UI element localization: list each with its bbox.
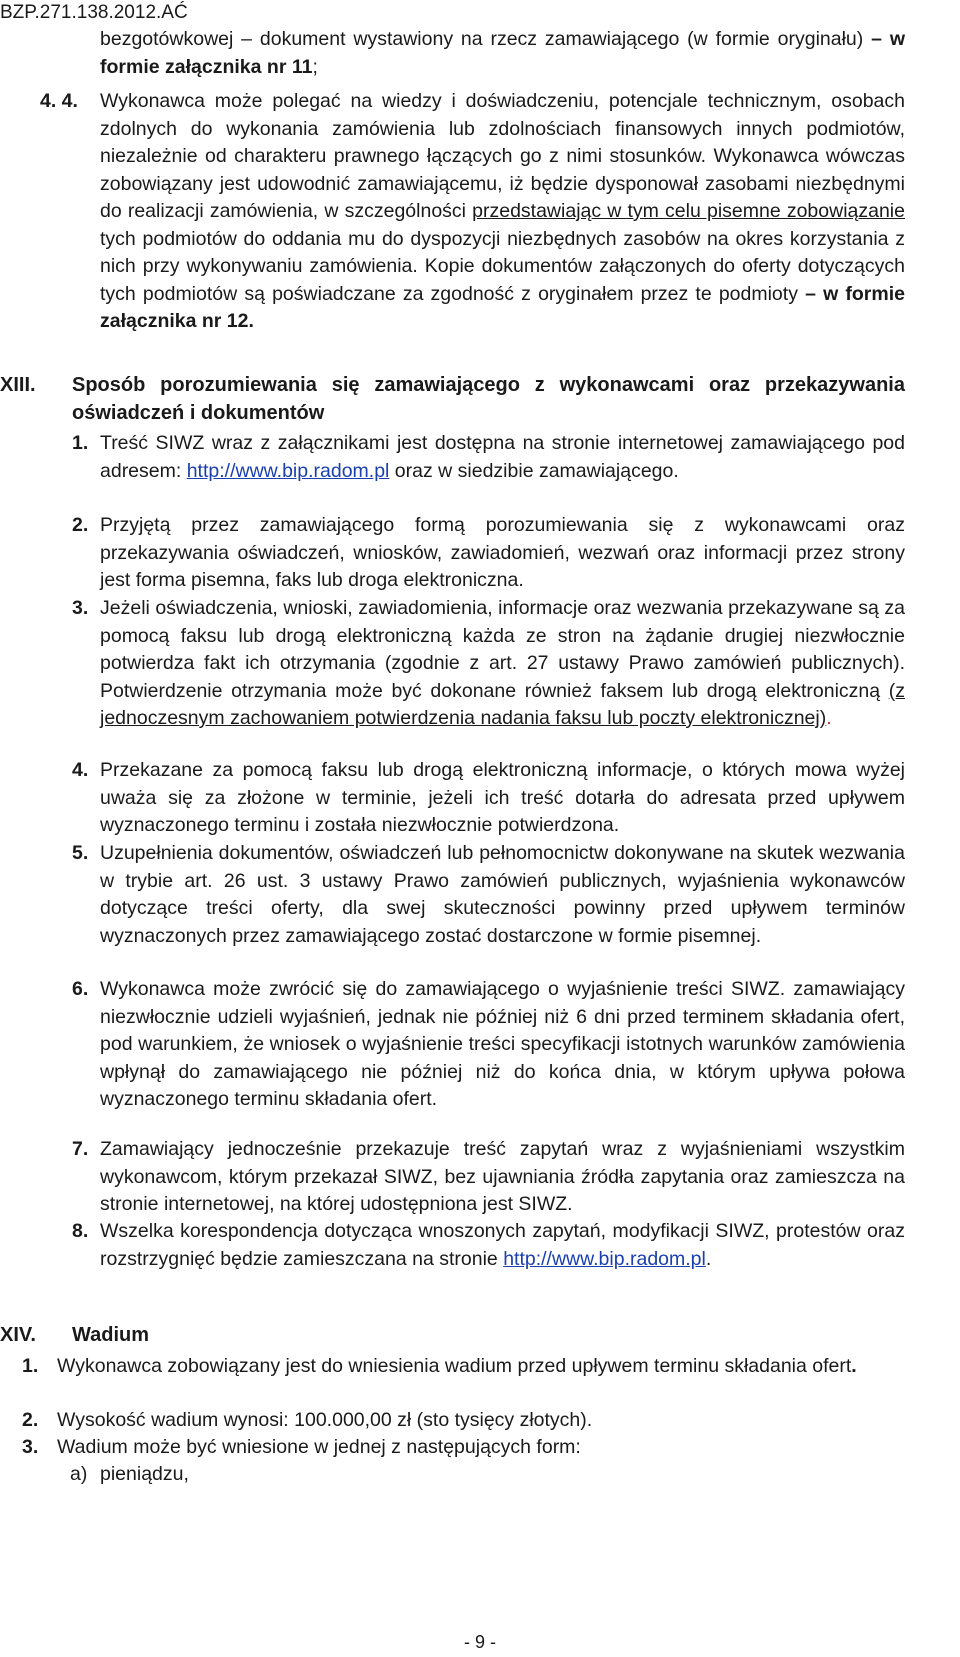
section-number: XIV. [0, 1324, 36, 1346]
bip-link[interactable]: http://www.bip.radom.pl [186, 459, 390, 482]
list-item: Przekazane za pomocą faksu lub drogą elektroniczną informacje, o których mowa wyżej uważa się za złożone w terminie, jeżeli ich treść dotarła do adresata przed upływem wyznaczonego terminu i została niezwłocznie potwierdzona. [100, 759, 905, 836]
paragraph-4-4 [100, 88, 905, 336]
list-item: Treść SIWZ wraz z załącznikami jest dostępna na stronie internetowej zamawiającego pod adresem: http://www.bip.radom.pl oraz w siedzibie zamawiającego. [100, 432, 905, 482]
list-item: Wykonawca zobowiązany jest do wniesienia wadium przed upływem terminu składania ofert. [57, 1355, 857, 1377]
attachment-reference: – w formie załącznika nr 11 [100, 28, 905, 78]
item-number: 1. [72, 432, 89, 454]
item-number: 3. [72, 597, 89, 619]
underlined-text: przedstawiając w tym celu pisemne zobowiązanie [472, 200, 905, 222]
section-title: Sposób porozumiewania się zamawiającego z wykonawcami oraz przekazywania oświadczeń i dokumentów [72, 374, 905, 424]
list-item: Uzupełnienia dokumentów, oświadczeń lub pełnomocnictw dokonywane na skutek wezwania w trybie art. 26 ust. 3 ustawy Prawo zamówień publicznych, wyjaśnienia wykonawców dotyczące treści oferty, dla swej skuteczności powinny przed upływem terminów wyznaczonych przez zamawiającego zostać dostarczone w formie pisemnej. [100, 842, 905, 947]
paragraph-text: Wykonawca może polegać na wiedzy i doświadczeniu, potencjale technicznym, osobach zdolnych do wykonania zamówienia lub zdolnościach finansowych innych podmiotów, niezależnie od charakteru prawnego łączących go z nimi stosunków. Wykonawca wówczas zobowiązany jest udowodnić zamawiającemu, iż będzie dysponował zasobami niezbędnymi do realizacji zamówienia, w szczególności [100, 90, 905, 222]
list-item: Wadium może być wniesione w jednej z następujących form: [57, 1436, 581, 1458]
document-reference: BZP.271.138.2012.AĆ [0, 2, 188, 23]
item-number: 7. [72, 1138, 89, 1160]
item-number: 2. [72, 514, 89, 536]
sub-item-marker: a) [70, 1463, 88, 1485]
item-number: 2. [22, 1409, 39, 1431]
list-item: Wysokość wadium wynosi: 100.000,00 zł (sto tysięcy złotych). [57, 1409, 593, 1431]
list-item: Zamawiający jednocześnie przekazuje treść zapytań wraz z wyjaśnieniami wszystkim wykonawcom, którym przekazał SIWZ, bez ujawniania źródła zapytania oraz zamieszcza na stronie internetowej, na której udostępniona jest SIWZ. [100, 1138, 905, 1215]
continuation-end: ; [312, 55, 318, 78]
list-item: Wszelka korespondencja dotycząca wnoszonych zapytań, modyfikacji SIWZ, protestów oraz rozstrzygnięć będzie zamieszczana na stronie http://www.bip.radom.pl. [100, 1220, 905, 1270]
list-item: Przyjętą przez zamawiającego formą porozumiewania się z wykonawcami oraz przekazywania oświadczeń, wniosków, zawiadomień, wezwań oraz informacji przez strony jest forma pisemna, faks lub droga elektroniczna. [100, 514, 905, 591]
section-number: XIII. [0, 374, 36, 396]
underlined-text: (z jednoczesnym zachowaniem potwierdzenia nadania faksu lub poczty elektronicznej) [100, 679, 905, 729]
item-number: 6. [72, 978, 89, 1000]
bip-link[interactable]: http://www.bip.radom.pl [503, 1247, 706, 1270]
sub-item: pieniądzu, [100, 1463, 189, 1485]
item-number: 5. [72, 842, 89, 864]
item-number: 3. [22, 1436, 39, 1458]
attachment-reference: – w formie załącznika nr 12. [100, 282, 905, 332]
item-number: 1. [22, 1355, 39, 1377]
continuation-text: bezgotówkowej – dokument wystawiony na rzecz zamawiającego (w formie oryginału) [100, 28, 872, 50]
section-title: Wadium [72, 1324, 150, 1346]
page-number: - 9 - [463, 1632, 496, 1652]
item-number: 4. [72, 759, 89, 781]
paragraph-number: 4. 4. [40, 90, 78, 112]
list-item: Wykonawca może zwrócić się do zamawiającego o wyjaśnienie treści SIWZ. zamawiający niezwłocznie udzieli wyjaśnień, jednak nie później niż 6 dni przed terminem składania ofert, pod warunkiem, że wniosek o wyjaśnienie treści specyfikacji istotnych warunków zamówienia wpłynął do zamawiającego nie później niż do końca dnia, w którym upływa połowa wyznaczonego terminu składania ofert. [100, 978, 905, 1110]
item-number: 8. [72, 1220, 89, 1242]
paragraph-text: tych podmiotów do oddania mu do dyspozycji niezbędnych zasobów na okres korzystania z nich przy wykonywaniu zamówienia. Kopie dokumentów załączonych do oferty dotyczących tych podmiotów są poświadczane za zgodność z oryginałem przez te podmioty [100, 227, 905, 305]
list-item: Jeżeli oświadczenia, wnioski, zawiadomienia, informacje oraz wezwania przekazywane są za pomocą faksu lub drogą elektroniczną każda ze stron na żądanie drugiej niezwłocznie potwierdza fakt ich otrzymania (zgodnie z art. 27 ustawy Prawo zamówień publicznych). Potwierdzenie otrzymania może być dokonane również faksem lub drogą elektroniczną (z jednoczesnym zachowaniem potwierdzenia nadania faksu lub poczty elektronicznej). [100, 597, 905, 729]
paragraph-continuation [100, 26, 905, 81]
